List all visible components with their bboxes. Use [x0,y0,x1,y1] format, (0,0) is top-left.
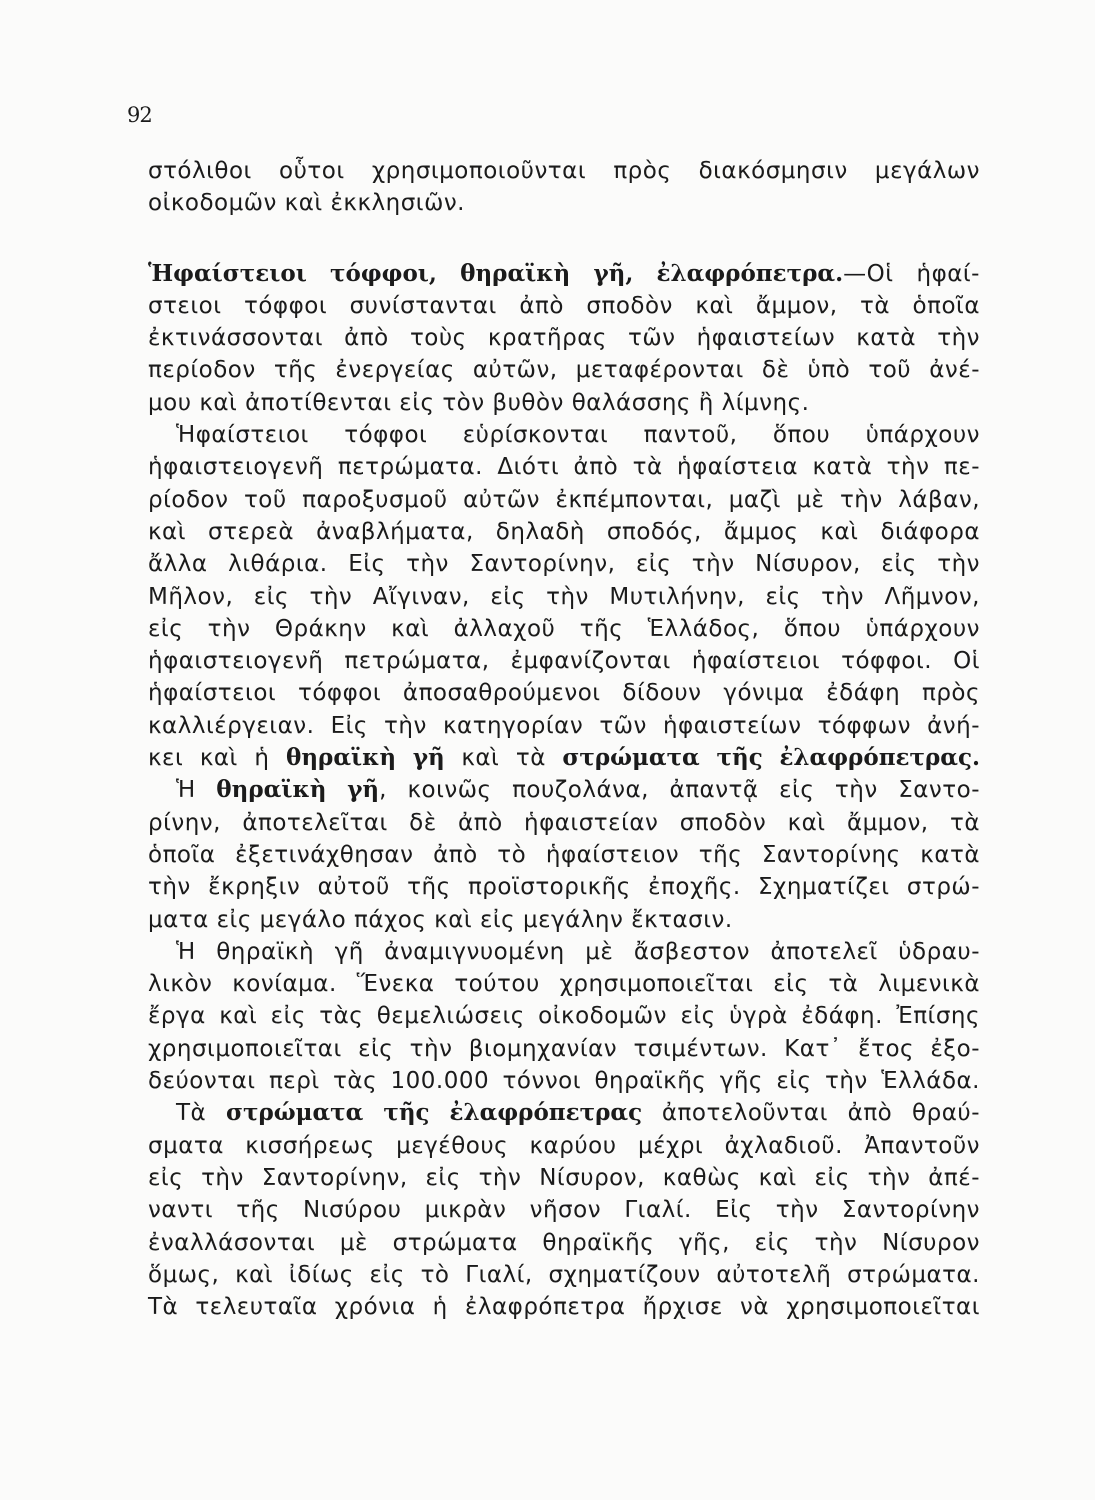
text-line [148,548,980,580]
text-segment: καλλιέργειαν. Εἰς τὴν κατηγορίαν τῶν ἡφαιστείων τόφφων ἀνή- [148,712,980,739]
text-segment: ρίοδον τοῦ παροξυσμοῦ αὐτῶν ἐκπέμπονται, μαζὶ μὲ τὴν λάβαν, [148,486,980,513]
text-segment: Ἡφαίστειοι τόφφοι εὑρίσκονται παντοῦ, ὅπου ὑπάρχουν [176,422,980,449]
text-segment: Τὰ [176,1100,227,1127]
text-segment: τὴν ἔκρηξιν αὐτοῦ τῆς προϊστορικῆς ἐποχῆς. Σχηματίζει στρώ- [148,874,980,901]
text-line [148,322,980,354]
bold-heading-text: θηραϊκὴ γῆ [216,776,380,804]
text-line [148,774,980,806]
text-line [148,710,980,742]
text-segment: ματα εἰς μεγάλο πάχος καὶ εἰς μεγάλην ἔκτασιν. [148,906,733,933]
text-line [148,1097,980,1129]
text-line [148,155,980,187]
paragraph [148,258,980,419]
text-segment: ἔργα καὶ εἰς τὰς θεμελιώσεις οἰκοδομῶν εἰς ὑγρὰ ἐδάφη. Ἐπίσης [148,1003,980,1030]
text-segment: ἐκτινάσσονται ἀπὸ τοὺς κρατῆρας τῶν ἡφαιστείων κατὰ τὴν [148,325,980,352]
text-line [148,1194,980,1226]
text-line [148,290,980,322]
text-line [148,1162,980,1194]
paragraph [148,774,980,935]
text-line [148,1000,980,1032]
text-line [148,645,980,677]
text-line [148,419,980,451]
text-line [148,968,980,1000]
text-segment: στόλιθοι οὗτοι χρησιμοποιοῦνται πρὸς διακόσμησιν μεγάλων [148,158,980,184]
text-line [148,1033,980,1065]
bold-heading-text: στρώματα τῆς ἐλαφρόπετρας [226,1099,643,1127]
text-line [148,258,980,290]
bold-heading-text: θηραϊκὴ γῆ [285,744,445,772]
text-line [148,807,980,839]
text-segment: Ἡ θηραϊκὴ γῆ ἀναμιγνυομένη μὲ ἄσβεστον ἀποτελεῖ ὑδραυ- [176,938,980,965]
paragraph [148,155,980,220]
text-segment: —Οἱ ἡφαί- [843,260,980,287]
text-segment: ρίνην, ἀποτελεῖται δὲ ἀπὸ ἡφαιστείαν σποδὸν καὶ ἄμμον, τὰ [148,809,980,836]
text-segment: οἰκοδομῶν καὶ ἐκκλησιῶν. [148,190,465,217]
text-segment: ἐναλλάσονται μὲ στρώματα θηραϊκῆς γῆς, εἰς τὴν Νίσυρον [148,1229,980,1256]
text-line [148,387,980,419]
text-line [148,187,980,219]
text-line [148,451,980,483]
bold-heading-text: στρώματα τῆς ἐλαφρόπετρας. [562,744,980,772]
text-segment: μου καὶ ἀποτίθενται εἰς τὸν βυθὸν θαλάσσης ἢ λίμνης. [148,389,810,416]
text-line [148,516,980,548]
text-segment: Ἡ [176,777,217,804]
paragraph-gap [148,220,980,258]
text-line [148,1130,980,1162]
text-segment: ἀποτελοῦνται ἀπὸ θραύ- [642,1100,980,1127]
text-line [148,1065,980,1097]
text-segment: δεύονται περὶ τὰς 100.000 τόννοι θηραϊκῆς γῆς εἰς τὴν Ἑλλάδα. [148,1068,980,1095]
text-segment: κει καὶ ἡ [148,745,286,772]
text-segment: σματα κισσήρεως μεγέθους καρύου μέχρι ἀχλαδιοῦ. Ἀπαντοῦν [148,1132,980,1159]
text-segment: στειοι τόφφοι συνίστανται ἀπὸ σποδὸν καὶ ἄμμον, τὰ ὁποῖα [148,292,980,319]
paragraph [148,1097,980,1323]
text-segment: Τὰ τελευταῖα χρόνια ἡ ἐλαφρόπετρα ἤρχισε νὰ χρησιμοποιεῖται [148,1294,980,1321]
text-line [148,354,980,386]
text-segment: ἄλλα λιθάρια. Εἰς τὴν Σαντορίνην, εἰς τὴν Νίσυρον, εἰς τὴν [148,551,980,578]
body-text [148,155,980,1323]
text-segment: ὅμως, καὶ ἰδίως εἰς τὸ Γιαλί, σχηματίζουν αὐτοτελῆ στρώματα. [148,1261,980,1288]
text-line [148,904,980,936]
page-number: 92 [127,103,152,127]
text-segment: ἡφαιστειογενῆ πετρώματα, ἐμφανίζονται ἡφαίστειοι τόφφοι. Οἱ [148,648,980,675]
text-line [148,1259,980,1291]
text-line [148,1291,980,1323]
text-segment: ἡφαιστειογενῆ πετρώματα. Διότι ἀπὸ τὰ ἡφαίστεια κατὰ τὴν πε- [148,454,980,481]
text-segment: καὶ τὰ [444,745,563,772]
text-segment: χρησιμοποιεῖται εἰς τὴν βιομηχανίαν τσιμέντων. Κατ᾽ ἔτος ἐξο- [148,1035,980,1062]
text-segment: ὁποῖα ἐξετινάχθησαν ἀπὸ τὸ ἡφαίστειον τῆς Σαντορίνης κατὰ [148,841,980,868]
text-line [148,484,980,516]
text-segment: , κοινῶς πουζολάνα, ἀπαντᾷ εἰς τὴν Σαντο- [379,777,980,804]
text-segment: Μῆλον, εἰς τὴν Αἴγιναν, εἰς τὴν Μυτιλήνην, εἰς τὴν Λῆμνον, [148,583,980,610]
text-line [148,871,980,903]
text-line [148,742,980,774]
text-line [148,1227,980,1259]
text-segment: εἰς τὴν Θράκην καὶ ἀλλαχοῦ τῆς Ἑλλάδος, ὅπου ὑπάρχουν [148,615,980,642]
text-line [148,581,980,613]
text-line [148,613,980,645]
paragraph [148,936,980,1097]
text-segment: εἰς τὴν Σαντορίνην, εἰς τὴν Νίσυρον, καθὼς καὶ εἰς τὴν ἀπέ- [148,1164,980,1191]
paragraph [148,419,980,774]
bold-heading-text: Ἡφαίστειοι τόφφοι, θηραϊκὴ γῆ, ἐλαφρόπετρα. [148,259,844,287]
text-segment: καὶ στερεὰ ἀναβλήματα, δηλαδὴ σποδός, ἄμμος καὶ διάφορα [148,518,980,545]
text-segment: ναντι τῆς Νισύρου μικρὰν νῆσον Γιαλί. Εἰς τὴν Σαντορίνην [148,1197,980,1224]
text-line [148,677,980,709]
text-segment: περίοδον τῆς ἐνεργείας αὐτῶν, μεταφέρονται δὲ ὑπὸ τοῦ ἀνέ- [148,357,980,384]
text-segment: ἡφαίστειοι τόφφοι ἀποσαθρούμενοι δίδουν γόνιμα ἐδάφη πρὸς [148,680,980,707]
text-line [148,839,980,871]
text-segment: λικὸν κονίαμα. Ἕνεκα τούτου χρησιμοποιεῖται εἰς τὰ λιμενικὰ [148,971,980,998]
text-line [148,936,980,968]
